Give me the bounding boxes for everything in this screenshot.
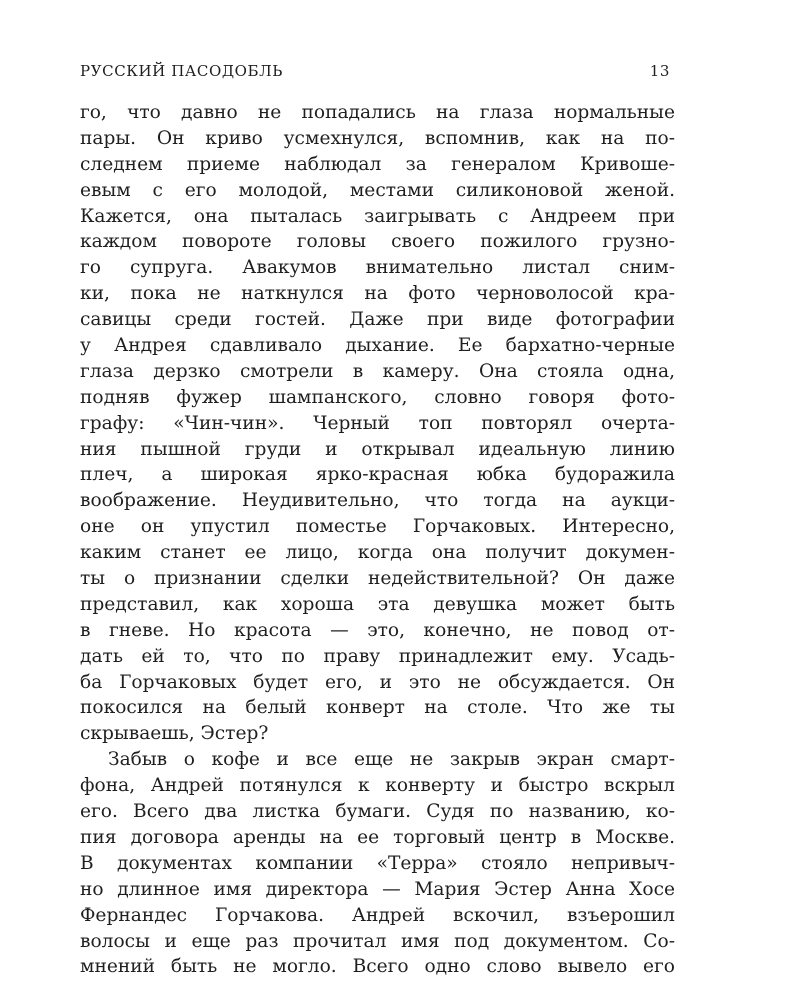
text-line: савицы среди гостей. Даже при виде фотографии <box>80 309 675 331</box>
text-line: его. Всего два листка бумаги. Судя по названию, ко- <box>80 801 675 823</box>
text-line: в гневе. Но красота — это, конечно, не повод от- <box>80 619 675 641</box>
text-line: евым с его молодой, местами силиконовой женой. <box>80 179 675 201</box>
text-line: подняв фужер шампанского, словно говоря фото- <box>80 386 675 408</box>
page-number: 13 <box>649 62 670 80</box>
text-line: фона, Андрей потянулся к конверту и быстро вскрыл <box>80 775 675 797</box>
text-line: пия договора аренды на ее торговый центр в Москве. <box>80 826 675 848</box>
text-line: го супруга. Авакумов внимательно листал сним- <box>80 257 675 279</box>
text-line: воображение. Неудивительно, что тогда на аукци- <box>80 490 675 512</box>
body-text <box>80 100 675 980</box>
text-line: представил, как хороша эта девушка может быть <box>80 593 675 615</box>
text-line: графу: «Чин-чин». Черный топ повторял очерта- <box>80 412 675 434</box>
text-line: волосы и еще раз прочитал имя под документом. Со- <box>80 930 675 952</box>
running-title: РУССКИЙ ПАСОДОБЛЬ <box>80 62 283 80</box>
text-line: ки, пока не наткнулся на фото черноволосой кра- <box>80 283 675 305</box>
text-line: мнений быть не могло. Всего одно слово вывело его <box>80 956 675 978</box>
text-line: плеч, а широкая ярко-красная юбка будоражила <box>80 464 675 486</box>
text-line: каждом повороте головы своего пожилого грузно- <box>80 231 675 253</box>
text-line: скрываешь, Эстер? <box>80 723 269 745</box>
text-line: Фернандес Горчакова. Андрей вскочил, взъерошил <box>80 904 675 926</box>
text-line: ба Горчаковых будет его, и это не обсуждается. Он <box>80 671 675 693</box>
text-line: у Андрея сдавливало дыхание. Ее бархатно-черные <box>80 335 675 357</box>
text-line: каким станет ее лицо, когда она получит докумен- <box>80 542 675 564</box>
paragraph-first-line: Забыв о кофе и все еще не закрыв экран смарт- <box>108 749 675 771</box>
text-line: В документах компании «Терра» стояло непривыч- <box>80 852 675 874</box>
text-line: дать ей то, что по праву принадлежит ему. Усадь- <box>80 645 675 667</box>
running-header <box>80 62 670 88</box>
text-line: оне он упустил поместье Горчаковых. Интересно, <box>80 516 675 538</box>
text-line: пары. Он криво усмехнулся, вспомнив, как на по- <box>80 127 675 149</box>
text-line: следнем приеме наблюдал за генералом Кривоше- <box>80 153 675 175</box>
text-line: но длинное имя директора — Мария Эстер Анна Хосе <box>80 878 675 900</box>
text-line: ния пышной груди и открывал идеальную линию <box>80 438 675 460</box>
text-line: ты о признании сделки недействительной? Он даже <box>80 568 675 590</box>
text-line: Кажется, она пыталась заигрывать с Андреем при <box>80 205 675 227</box>
text-line: го, что давно не попадались на глаза нормальные <box>80 102 675 123</box>
text-line: покосился на белый конверт на столе. Что же ты <box>80 697 675 719</box>
text-line: глаза дерзко смотрели в камеру. Она стояла одна, <box>80 360 675 382</box>
